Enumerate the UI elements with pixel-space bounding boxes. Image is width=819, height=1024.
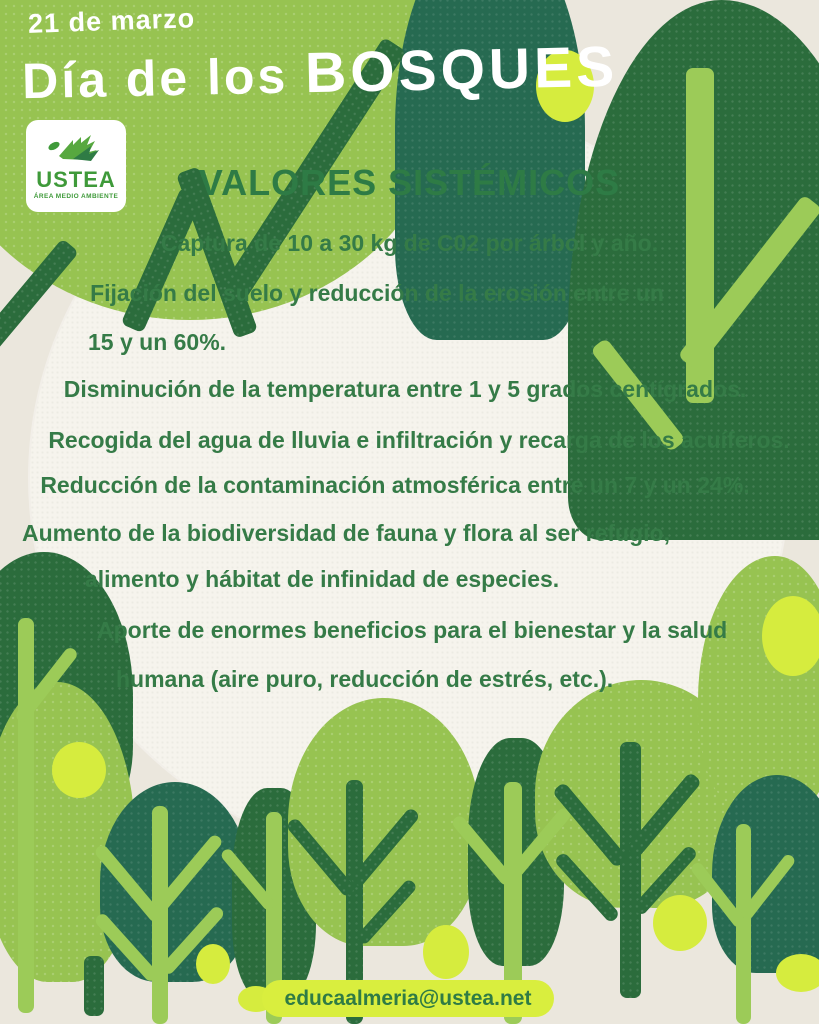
poster-date: 21 de marzo: [27, 3, 196, 39]
ustea-logo-subtitle: ÁREA MEDIO AMBIENTE: [33, 193, 119, 200]
poster-title-emphasis: BOSQUES: [304, 34, 619, 106]
contact-email-text: educaalmeria@ustea.net: [284, 986, 532, 1010]
ustea-logo: [26, 120, 126, 212]
panel-title: VALORES SISTÉMICOS: [198, 162, 621, 203]
accent-circle: [52, 742, 106, 798]
contact-email-link[interactable]: [262, 980, 554, 1017]
poster-title: [21, 34, 618, 112]
poster-title-prefix: Día de los: [21, 47, 306, 110]
benefit-line-8: alimento y hábitat de infinidad de especies.: [85, 566, 560, 592]
accent-circle: [762, 596, 819, 676]
tree-trunk: [620, 742, 641, 998]
benefit-line-3: 15 y un 60%.: [88, 329, 227, 355]
tree-trunk: [84, 956, 104, 1016]
ustea-logo-icon: [47, 132, 105, 169]
benefit-line-2: Fijación del suelo y reducción de la erosión entre un: [90, 280, 664, 306]
benefit-line-4: Disminución de la temperatura entre 1 y 5 grados centígrados.: [63, 376, 747, 402]
benefit-line-9: Aporte de enormes beneficios para el bienestar y la salud: [97, 617, 728, 643]
accent-circle: [423, 925, 469, 979]
benefit-line-5: Recogida del agua de lluvia e infiltración y recarga de los acuíferos.: [48, 427, 790, 453]
ustea-logo-name: USTEA: [36, 167, 116, 192]
accent-circle: [776, 954, 819, 992]
accent-circle: [653, 895, 707, 951]
accent-circle: [196, 944, 230, 984]
tree-trunk: [18, 618, 34, 1013]
benefit-line-1: Captura de 10 a 30 kg de C02 por árbol y año.: [160, 230, 659, 256]
benefit-line-10: humana (aire puro, reducción de estrés, etc.).: [116, 666, 614, 692]
benefit-line-6: Reducción de la contaminación atmosférica entre un 7 y un 24%.: [40, 472, 750, 498]
benefit-line-7: Aumento de la biodiversidad de fauna y flora al ser refugio,: [22, 520, 670, 546]
